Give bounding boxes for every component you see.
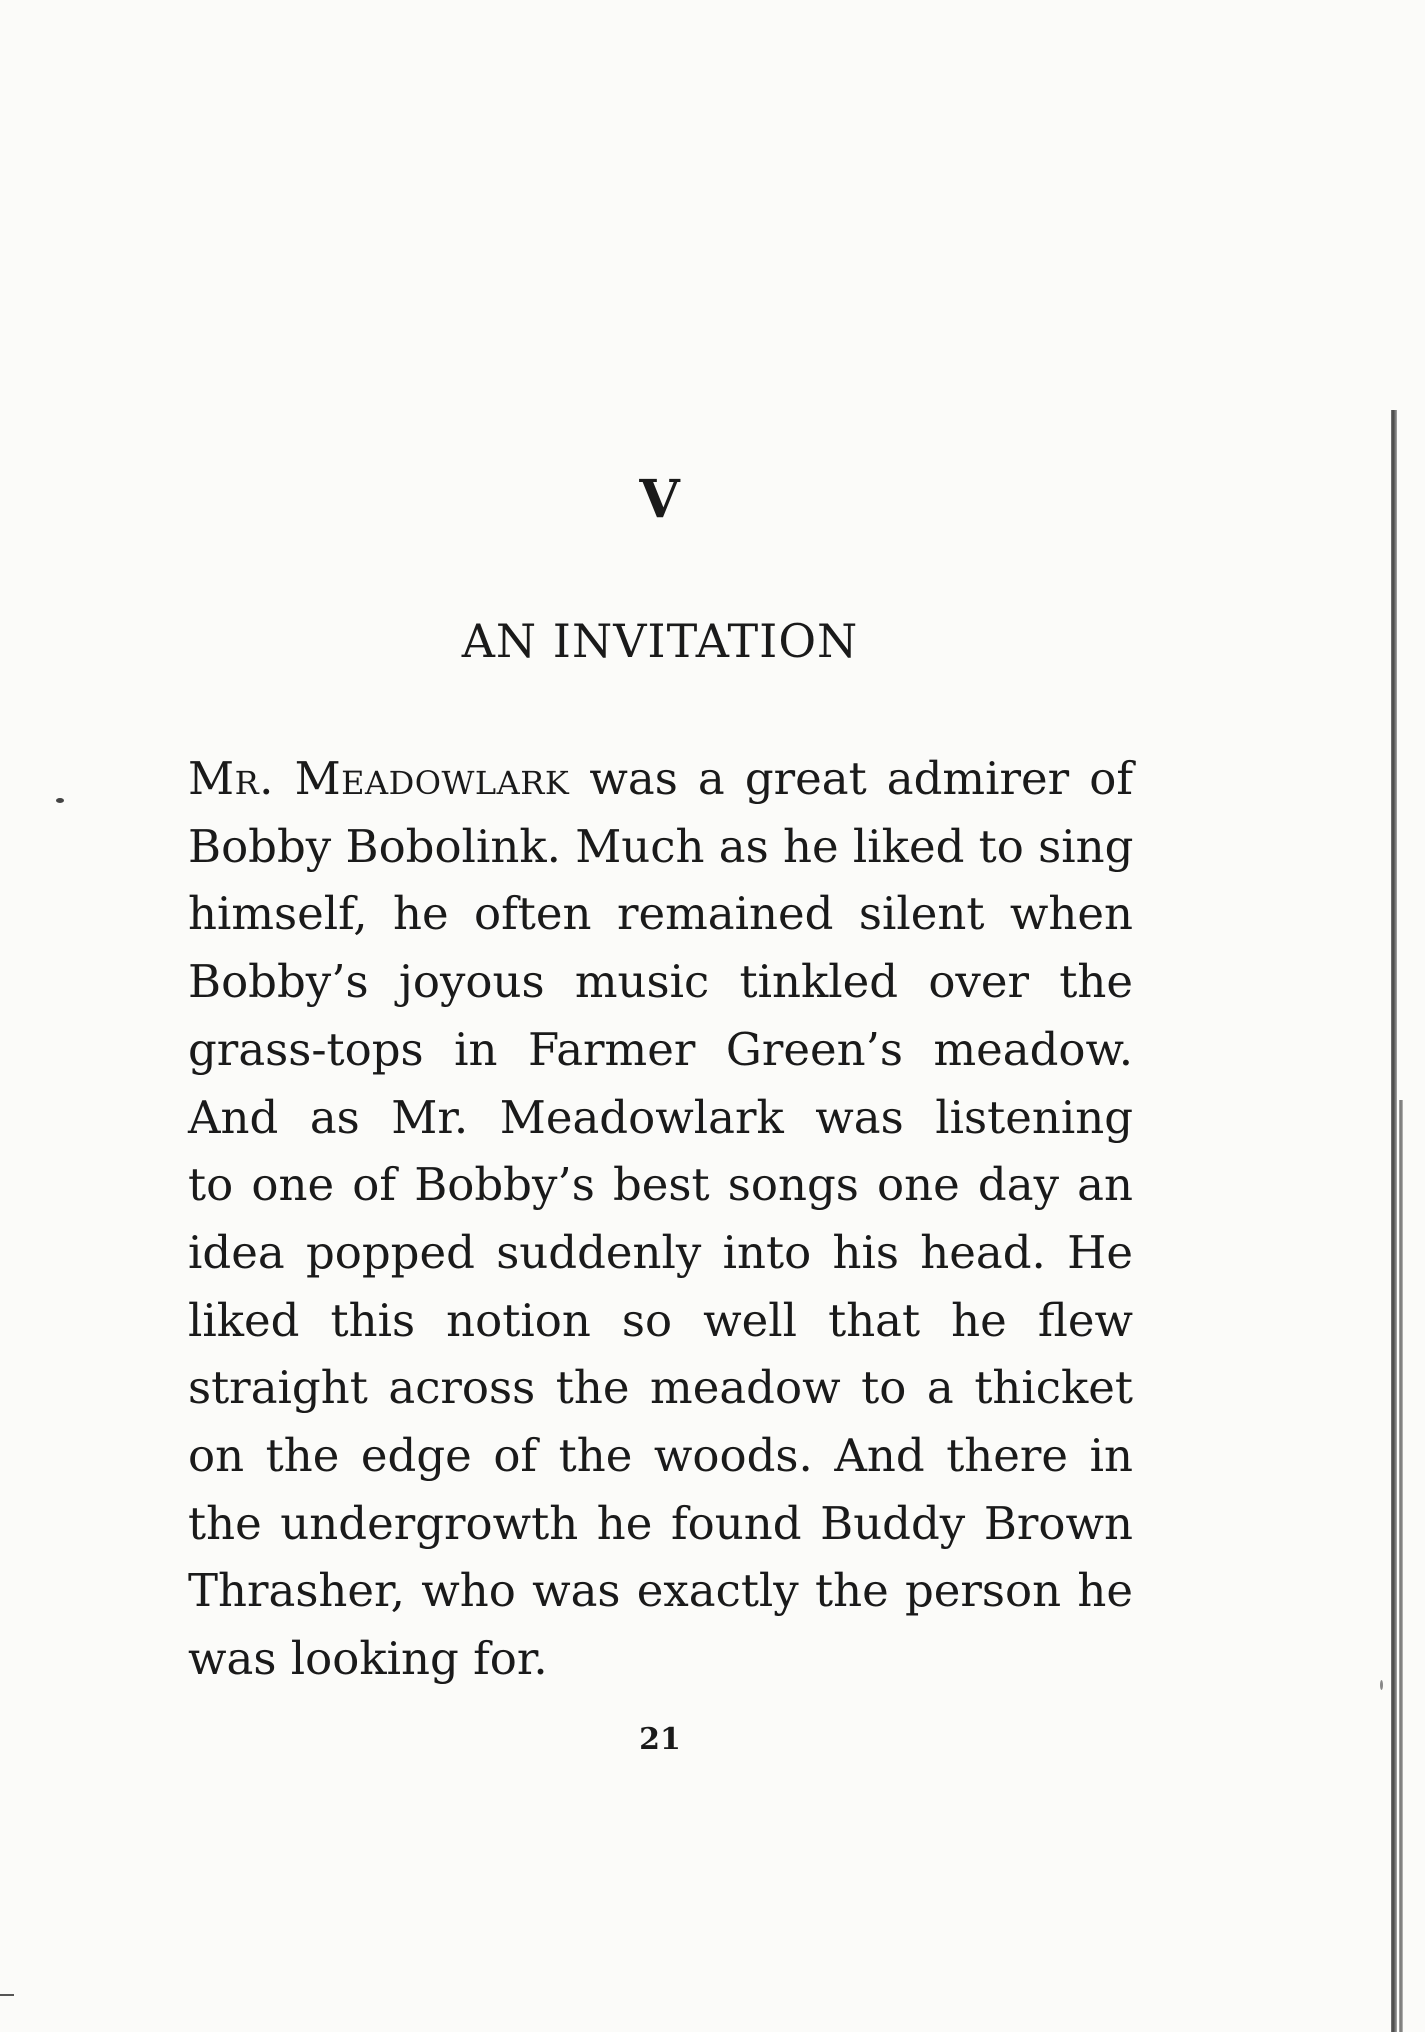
body-line: straight across the meadow to a thicket (188, 1361, 1133, 1415)
body-line-text: was a great admirer of (569, 752, 1133, 805)
page-number: 21 (639, 1722, 681, 1757)
body-line: liked this notion so well that he flew (188, 1293, 1133, 1347)
chapter-body (188, 745, 1133, 1693)
body-line: Thrasher, who was exactly the person he (188, 1564, 1133, 1618)
scan-edge-shadow (1399, 1100, 1403, 2032)
scan-corner-mark (0, 1994, 14, 1996)
body-line: himself, he often remained silent when (188, 887, 1133, 941)
small-caps-name: Mr. Meadowlark (188, 752, 570, 805)
body-line: on the edge of the woods. And there in (188, 1429, 1133, 1483)
scan-speck (56, 798, 64, 803)
body-line: And as Mr. Meadowlark was listening (188, 1090, 1133, 1144)
chapter-title: AN INVITATION (461, 614, 859, 668)
body-line: the undergrowth he found Buddy Brown (188, 1496, 1133, 1550)
body-line: grass-tops in Farmer Green’s meadow. (188, 1022, 1133, 1076)
body-line: Bobby’s joyous music tinkled over the (188, 955, 1133, 1009)
body-line: to one of Bobby’s best songs one day an (188, 1158, 1133, 1212)
body-line (188, 745, 1133, 813)
chapter-number: V (639, 469, 681, 530)
scan-speck (1380, 1680, 1383, 1690)
body-line: idea popped suddenly into his head. He (188, 1225, 1133, 1279)
body-line: was looking for. (188, 1632, 548, 1686)
body-line: Bobby Bobolink. Much as he liked to sing (188, 819, 1134, 873)
scan-edge-shadow (1391, 410, 1397, 2032)
